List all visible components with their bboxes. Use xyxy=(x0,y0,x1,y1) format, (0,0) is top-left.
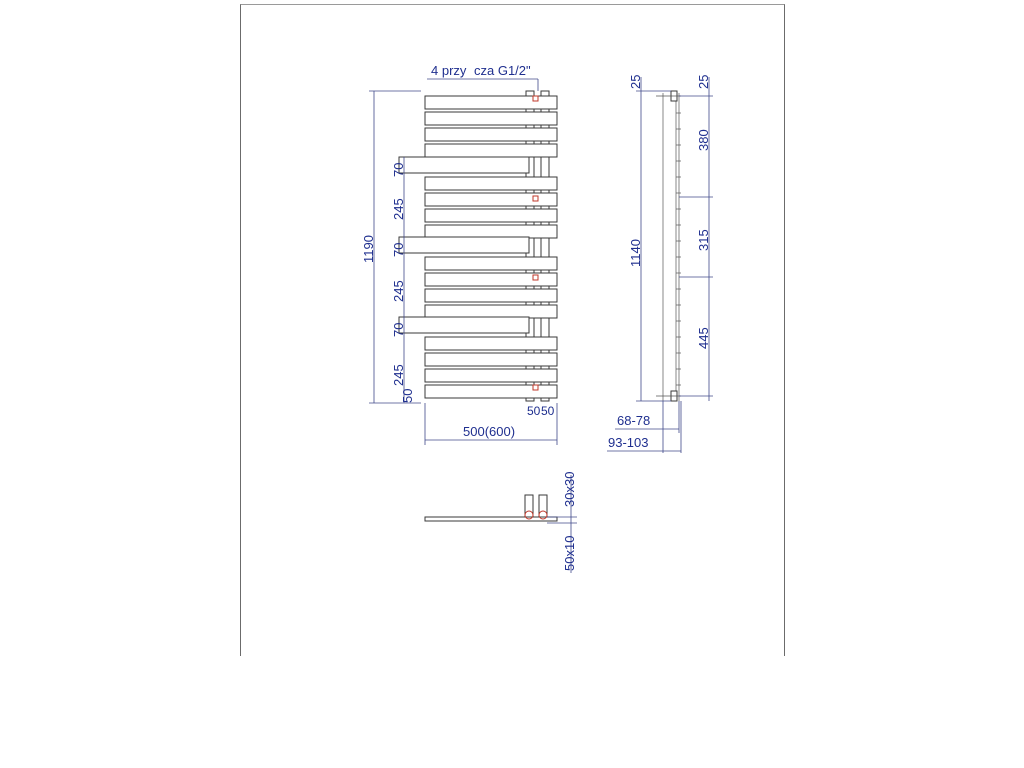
pipe-size-label: 30x30 xyxy=(562,471,577,507)
radiator-bar xyxy=(425,289,557,302)
side-seg-3-label: 445 xyxy=(696,327,711,349)
gap-2-label: 70 xyxy=(391,242,406,257)
radiator-bar xyxy=(425,385,557,398)
side-seg-1-label: 380 xyxy=(696,129,711,151)
front-view xyxy=(361,63,557,445)
radiator-bar xyxy=(425,305,557,318)
port-offset-1-label: 50 xyxy=(527,404,541,418)
spacing-2-label: 245 xyxy=(391,280,406,302)
side-top-right-label: 25 xyxy=(696,74,711,89)
port-offset-2-label: 50 xyxy=(541,404,555,418)
overall-height-label: 1190 xyxy=(361,235,376,263)
ledge-bar-3 xyxy=(399,317,529,333)
radiator-bar xyxy=(425,353,557,366)
top-view xyxy=(425,472,577,573)
bar-size-label: 50x10 xyxy=(562,535,577,571)
side-seg-2-label: 315 xyxy=(696,229,711,251)
width-label: 500(600) xyxy=(463,424,516,439)
radiator-bar xyxy=(425,337,557,350)
depth-1-label: 68-78 xyxy=(617,413,651,428)
note-count-label: 4 przy xyxy=(431,63,467,78)
drawing-sheet xyxy=(240,4,785,656)
side-top-left-label: 25 xyxy=(628,74,643,89)
top-view-pipe-2 xyxy=(539,495,547,517)
radiator-bar xyxy=(425,369,557,382)
ledge-bar-1 xyxy=(399,157,529,173)
radiator-bar xyxy=(425,96,557,109)
gap-1-label: 70 xyxy=(391,162,406,177)
radiator-bar xyxy=(425,177,557,190)
radiator-bar xyxy=(425,193,557,206)
radiator-bar xyxy=(425,209,557,222)
radiator-bar xyxy=(425,128,557,141)
gap-3-label: 70 xyxy=(391,322,406,337)
bottom-offset-label: 50 xyxy=(400,388,415,403)
radiator-bar xyxy=(425,225,557,238)
spacing-3-label: 245 xyxy=(391,364,406,386)
side-view xyxy=(607,75,713,453)
radiator-bar xyxy=(425,257,557,270)
spacing-1-label: 245 xyxy=(391,198,406,220)
top-view-pipe-1 xyxy=(525,495,533,517)
note-thread-label: cza G1/2" xyxy=(474,63,531,78)
radiator-bar xyxy=(425,112,557,125)
ledge-bar-2 xyxy=(399,237,529,253)
radiator-bar xyxy=(425,144,557,157)
top-view-bar xyxy=(425,517,557,521)
side-ticks xyxy=(676,113,681,385)
technical-drawing xyxy=(241,5,784,656)
side-height-label: 1140 xyxy=(628,239,643,267)
depth-2-label: 93-103 xyxy=(608,435,649,450)
